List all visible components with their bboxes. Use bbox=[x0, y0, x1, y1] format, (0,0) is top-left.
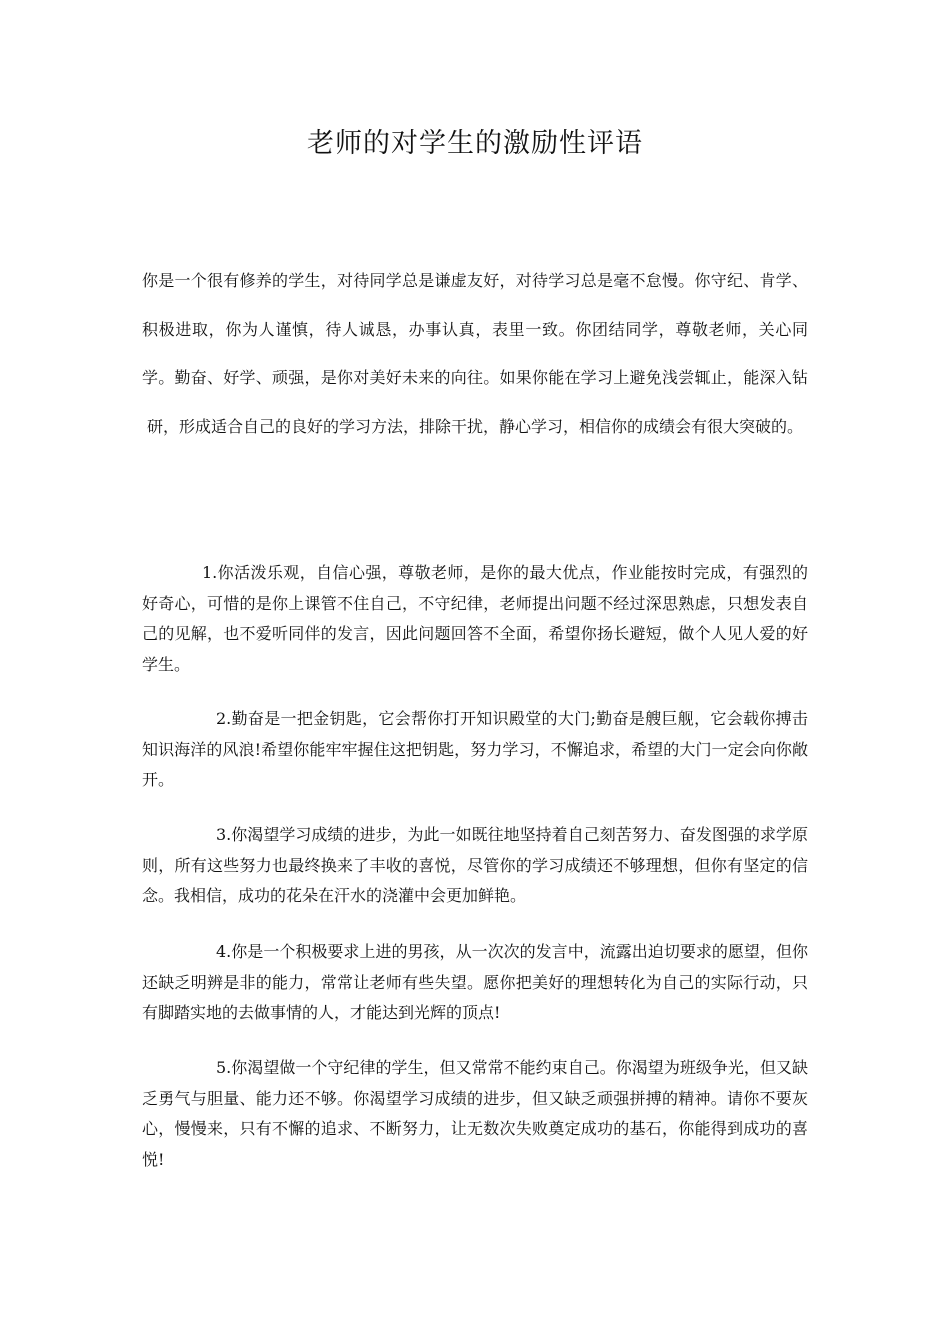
item-text: 你是一个积极要求上进的男孩，从一次次的发言中，流露出迫切要求的愿望，但你还缺乏明辨是非的能力，常常让老师有些失望。愿你把美好的理想转化为自己的实际行动，只有脚踏实地的去做事情的人，才能达到光辉的顶点! bbox=[142, 942, 808, 1022]
item-number: 4. bbox=[216, 942, 232, 961]
item-text: 你活泼乐观，自信心强，尊敬老师，是你的最大优点，作业能按时完成，有强烈的好奇心，可惜的是你上课管不住自己，不守纪律，老师提出问题不经过深思熟虑，只想发表自己的见解，也不爱听同伴的发言，因此问题回答不全面，希望你扬长避短，做个人见人爱的好学生。 bbox=[142, 563, 808, 674]
item-number: 2. bbox=[216, 709, 232, 728]
intro-paragraph: 你是一个很有修养的学生，对待同学总是谦虚友好，对待学习总是毫不怠慢。你守纪、肯学、积极进取，你为人谨慎，待人诚恳，办事认真，表里一致。你团结同学，尊敬老师，关心同学。勤奋、好学、顽强，是你对美好未来的向往。如果你能在学习上避免浅尝辄止，能深入钻研，形成适合自己的良好的学习方法，排除干扰，静心学习，相信你的成绩会有很大突破的。 bbox=[142, 271, 808, 436]
list-item bbox=[142, 937, 808, 1029]
list-item bbox=[142, 704, 808, 796]
item-number: 3. bbox=[216, 825, 232, 844]
item-number: 1. bbox=[202, 563, 218, 582]
list-item bbox=[142, 820, 808, 912]
list-item bbox=[142, 558, 808, 680]
list-item bbox=[142, 1053, 808, 1175]
item-text: 你渴望学习成绩的进步，为此一如既往地坚持着自己刻苦努力、奋发图强的求学原则，所有这些努力也最终换来了丰收的喜悦，尽管你的学习成绩还不够理想，但你有坚定的信念。我相信，成功的花朵在汗水的浇灌中会更加鲜艳。 bbox=[142, 825, 808, 905]
item-number: 5. bbox=[216, 1058, 232, 1077]
item-text: 你渴望做一个守纪律的学生，但又常常不能约束自己。你渴望为班级争光，但又缺乏勇气与胆量、能力还不够。你渴望学习成绩的进步，但又缺乏顽强拼搏的精神。请你不要灰心，慢慢来，只有不懈的追求、不断努力，让无数次失败奠定成功的基石，你能得到成功的喜悦! bbox=[142, 1058, 808, 1169]
item-text: 勤奋是一把金钥匙，它会帮你打开知识殿堂的大门;勤奋是艘巨舰，它会载你搏击知识海洋的风浪!希望你能牢牢握住这把钥匙，努力学习，不懈追求，希望的大门一定会向你敞开。 bbox=[142, 709, 808, 789]
document-title: 老师的对学生的激励性评语 bbox=[307, 128, 643, 159]
